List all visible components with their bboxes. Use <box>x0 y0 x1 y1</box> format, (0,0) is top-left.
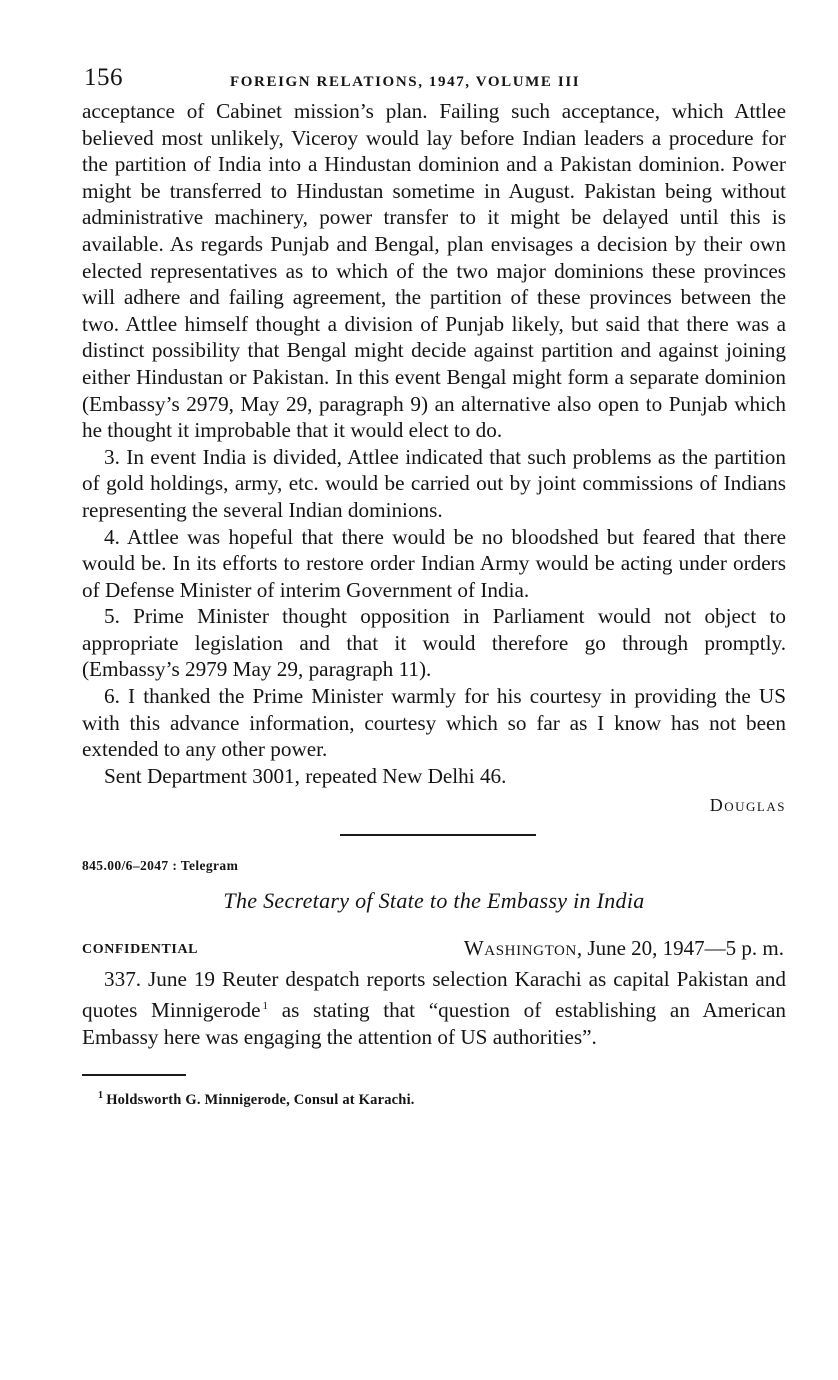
telegram-text-end: as stating that “question of establishing an American Embassy here was engaging the attention of US authorities”. <box>82 998 786 1049</box>
footnote-text: Holdsworth G. Minnigerode, Consul at Karachi. <box>106 1092 415 1109</box>
dateline <box>82 936 786 966</box>
sent-line: Sent Department 3001, repeated New Delhi 46. <box>104 763 507 788</box>
telegram-paragraph <box>82 966 786 1050</box>
section-divider <box>340 834 536 836</box>
document-heading: The Secretary of State to the Embassy in India <box>223 888 645 914</box>
paragraph-6: 6. I thanked the Prime Minister warmly for his courtesy in providing the US with this advance information, courtesy which so far as I know has not been extended to any other power. <box>82 684 786 762</box>
paragraph-4: 4. Attlee was hopeful that there would be no bloodshed but feared that there would be. In its efforts to restore order Indian Army would be acting under orders of Defense Minister of interim Government of India. <box>82 524 786 602</box>
page-number: 156 <box>84 64 123 91</box>
footnote-mark: 1 <box>98 1090 104 1102</box>
footnote-divider <box>82 1074 186 1076</box>
document-2-body <box>82 966 786 1050</box>
footnote <box>98 1090 786 1109</box>
paragraph-3: 3. In event India is divided, Attlee indicated that such problems as the partition of gold holdings, army, etc. would be carried out by joint commissions of Indians representing the several Indian dominions. <box>82 444 786 522</box>
running-title: FOREIGN RELATIONS, 1947, VOLUME III <box>230 74 581 90</box>
date-text: , June 20, 1947—5 p. m. <box>576 936 784 961</box>
document-1-body <box>82 98 786 789</box>
paragraph-5: 5. Prime Minister thought opposition in Parliament would not object to appropriate legislation and that it would therefore go through promptly. (Embassy’s 2979 May 29, paragraph 11). <box>82 604 786 682</box>
place-name: Washington <box>463 936 577 961</box>
signature-douglas: Douglas <box>709 795 786 816</box>
document-page <box>82 58 786 1109</box>
paragraph-continued: acceptance of Cabinet mission’s plan. Failing such acceptance, which Attlee believed most unlikely, Viceroy would lay before Indian leaders a procedure for the partition of India into a Hindustan dominion and a Pakistan dominion. Power might be transferred to Hindustan sometime in August. Pakistan being without administrative machinery, power transfer to it might be delayed until this is available. As regards Punjab and Bengal, plan envisages a decision by their own elected representatives as to which of the two major dominions these provinces will adhere and failing agreement, the partition of these provinces between the two. Attlee himself thought a division of Punjab likely, but said that there was a distinct possibility that Bengal might decide against partition and against joining either Hindustan or Pakistan. In this event Bengal might form a separate dominion (Embassy’s 2979, May 29, paragraph 9) an alternative also open to Punjab which he thought it improbable that it would elect to do. <box>82 99 786 443</box>
telegram-text-start: 337. June 19 Reuter despatch reports selection Karachi as capital Pakistan and quotes Minnigerode <box>82 967 786 1023</box>
place-and-date <box>464 936 784 961</box>
footnote-reference: 1 <box>262 1000 268 1013</box>
classification-label: CONFIDENTIAL <box>82 942 199 958</box>
running-header <box>82 58 786 98</box>
file-reference: 845.00/6–2047 : Telegram <box>82 858 239 874</box>
